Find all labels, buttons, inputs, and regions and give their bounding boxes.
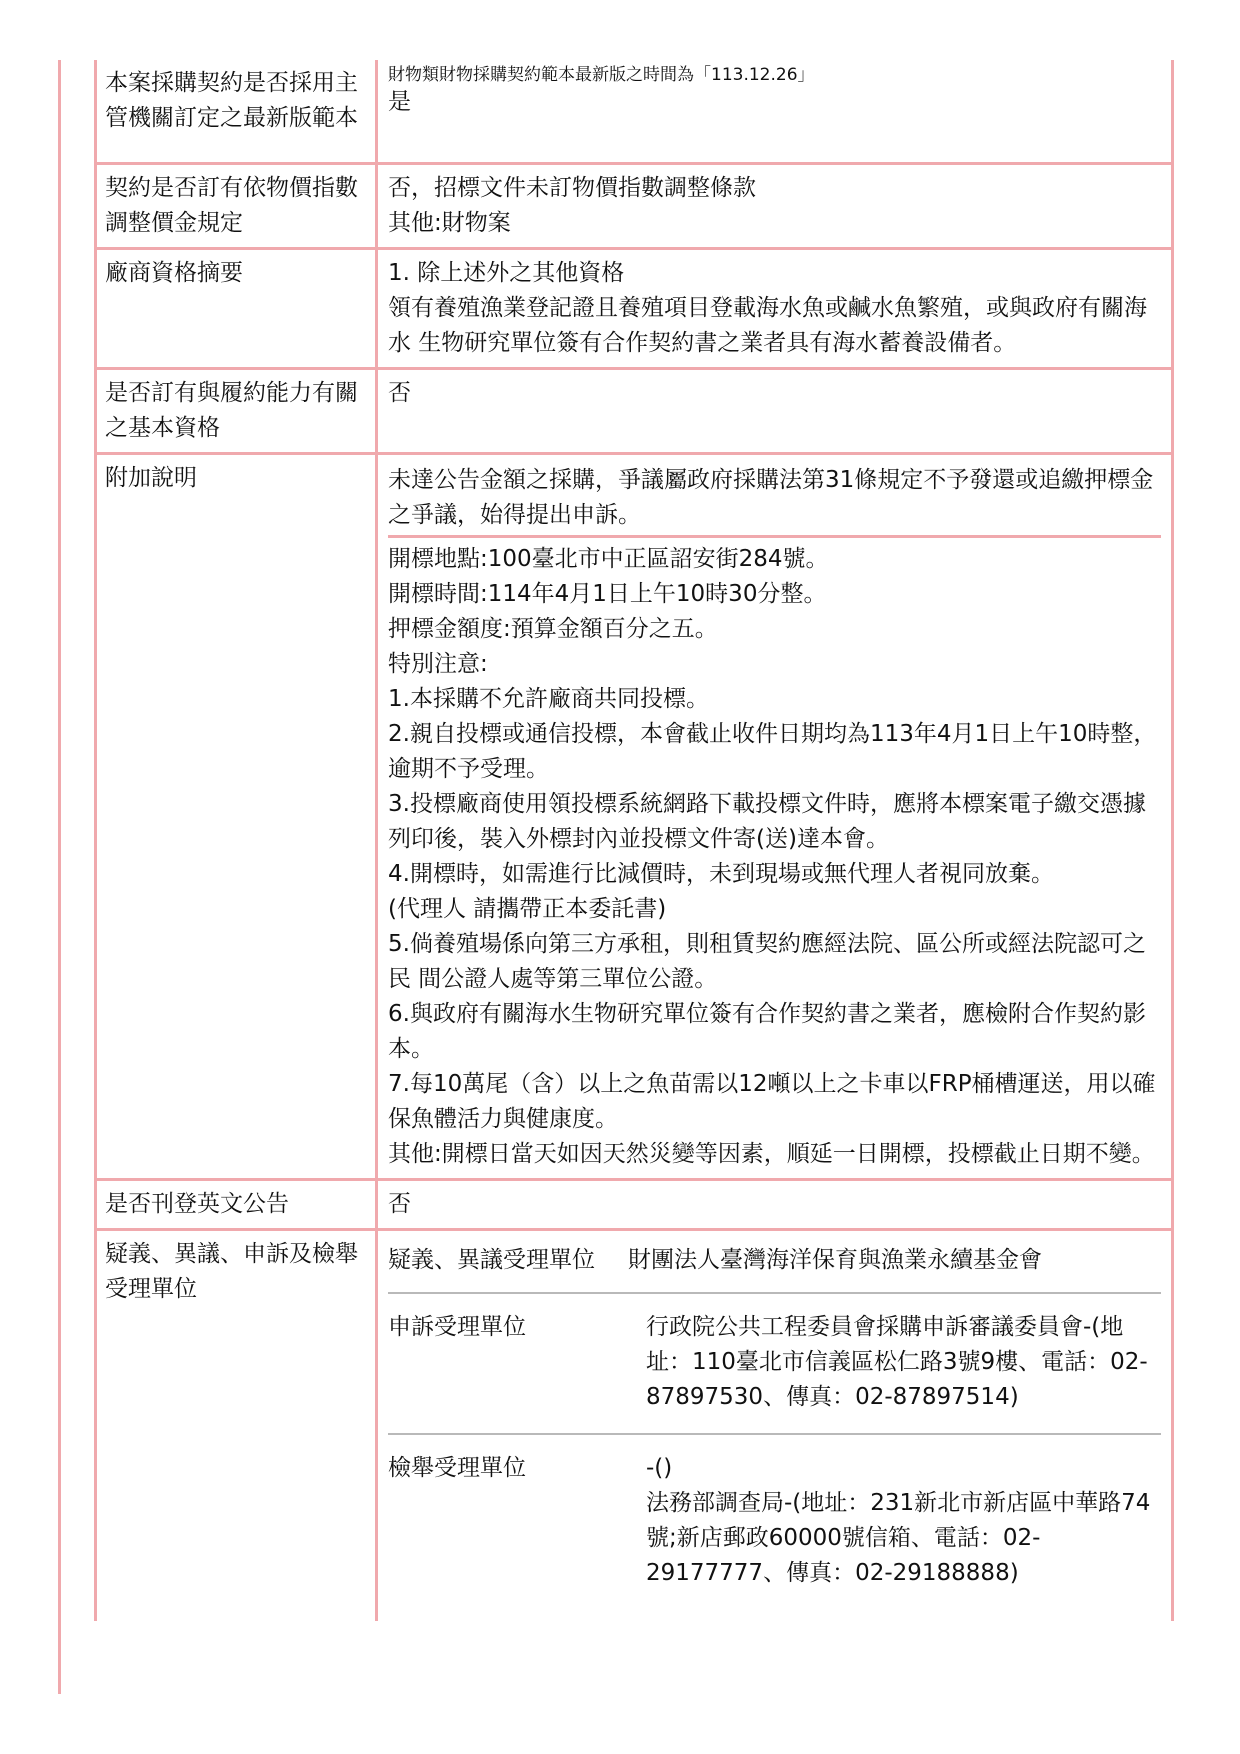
divider	[388, 1292, 1161, 1294]
note-line: 開標時間:114年4月1日上午10時30分整。	[388, 581, 827, 607]
row-value: 否	[388, 380, 411, 406]
row-label: 疑義、異議、申訴及檢舉受理單位	[96, 1230, 377, 1622]
note-line: 7.每10萬尾（含）以上之魚苗需以12噸以上之卡車以FRP桶槽運送，用以確保魚體活力與健康度。	[388, 1071, 1156, 1132]
note-line: 6.與政府有關海水生物研究單位簽有合作契約書之業者，應檢附合作契約影本。	[388, 1001, 1146, 1062]
row-latest-version	[96, 60, 1173, 164]
note-line: 2.親自投標或通信投標，本會截止收件日期均為113年4月1日上午10時整，逾期不予受理。	[388, 721, 1157, 782]
note-line: 其他:開標日當天如因天然災變等因素，順延一日開標，投標截止日期不變。	[388, 1141, 1155, 1167]
note-line: 1.本採購不允許廠商共同投標。	[388, 686, 709, 712]
row-value: 否，招標文件未訂物價指數調整條款	[388, 175, 756, 201]
row-units	[96, 1230, 1173, 1622]
unit-value: -()	[646, 1455, 673, 1481]
tender-info-table	[94, 60, 1174, 1621]
appeal-unit	[378, 1310, 1171, 1415]
note-line: 5.倘養殖場係向第三方承租，則租賃契約應經法院、區公所或經法院認可之民 間公證人處等第三單位公證。	[388, 931, 1146, 992]
unit-value: 財團法人臺灣海洋保育與漁業永續基金會	[628, 1247, 1042, 1273]
left-page-border	[58, 60, 61, 1694]
row-value: 否	[388, 1191, 411, 1217]
row-label: 附加說明	[96, 454, 377, 1180]
note-line: (代理人 請攜帶正本委託書)	[388, 896, 667, 922]
row-label: 廠商資格摘要	[96, 249, 377, 369]
note-line: 特別注意:	[388, 651, 488, 677]
divider	[388, 1433, 1161, 1435]
row-value: 1. 除上述外之其他資格	[388, 260, 625, 286]
version-note: 財物類財物採購契約範本最新版之時間為「113.12.26」	[388, 65, 815, 85]
unit-value: 行政院公共工程委員會採購申訴審議委員會-(地址：110臺北市信義區松仁路3號9樓、電話：02-87897530、傳真：02-87897514)	[646, 1314, 1148, 1410]
row-value: 領有養殖漁業登記證且養殖項目登載海水魚或鹹水魚繁殖，或與政府有關海水 生物研究單位簽有合作契約書之業者具有海水蓄養設備者。	[388, 295, 1147, 356]
unit-label: 申訴受理單位	[388, 1314, 526, 1340]
unit-label: 檢舉受理單位	[388, 1455, 526, 1481]
note-line: 開標地點:100臺北市中正區詔安街284號。	[388, 546, 829, 572]
row-additional	[96, 454, 1173, 1180]
row-english-notice	[96, 1180, 1173, 1230]
row-basic-qualification	[96, 369, 1173, 454]
report-unit	[378, 1451, 1171, 1591]
row-label: 本案採購契約是否採用主管機關訂定之最新版範本	[96, 60, 377, 164]
note-line: 押標金額度:預算金額百分之五。	[388, 616, 718, 642]
row-price-index	[96, 164, 1173, 249]
row-label: 是否訂有與履約能力有關之基本資格	[96, 369, 377, 454]
row-value: 是	[388, 89, 411, 115]
row-value: 其他:財物案	[388, 210, 511, 236]
row-value: 未達公告金額之採購，爭議屬政府採購法第31條規定不予發還或追繳押標金之爭議，始得提出申訴。	[388, 467, 1154, 528]
unit-label: 疑義、異議受理單位	[388, 1247, 595, 1273]
row-label: 是否刊登英文公告	[96, 1180, 377, 1230]
row-qualification	[96, 249, 1173, 369]
row-label: 契約是否訂有依物價指數調整價金規定	[96, 164, 377, 249]
note-line: 4.開標時，如需進行比減價時，未到現場或無代理人者視同放棄。	[388, 861, 1054, 887]
unit-value: 法務部調查局-(地址：231新北市新店區中華路74號;新店郵政60000號信箱、電話：02-29177777、傳真：02-29188888)	[646, 1490, 1151, 1586]
objection-unit	[378, 1237, 1171, 1278]
note-line: 3.投標廠商使用領投標系統網路下載投標文件時，應將本標案電子繳交憑據列印後，裝入外標封內並投標文件寄(送)達本會。	[388, 791, 1146, 852]
